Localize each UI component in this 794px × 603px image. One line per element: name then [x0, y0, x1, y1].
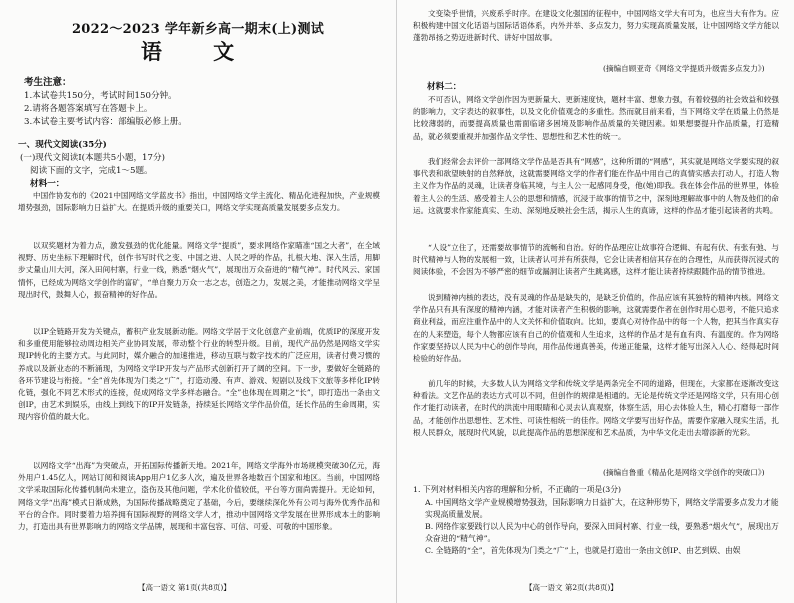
answer-option: B. 网络作家要践行以人民为中心的创作导向，要深入田间村寨、行业一线，要熟悉“烟火气”，展现出万众奋进的“精气神”。: [425, 522, 779, 543]
subject-title: 语 文: [140, 39, 257, 64]
paragraph: 不可否认，网络文学创作因为更新量大、更新速度快，题材丰富、想象力强，有着较强的社会效益和较强的影响力，文字表达的叙事性，以及文化价值观念的多重性。然而就目前来看，当下网络文学在质量上仍然是比较薄弱的，而要提高质量也需面临诸多困境及影响作品质量的关键因素。如果想要提升作品质量，打造精品，就必须要重视并加强作品文学性、思想性和艺术性的统一。: [413, 95, 779, 141]
answer-option: C. 全链路的“全”，首先体现为门类之“广”上，也就是打造出一条由文创IP、由艺到娱、由娱: [425, 546, 741, 555]
note-item: 3.本试卷主要考试内容：部编版必修上册。: [24, 117, 187, 127]
section-subheading: (一)现代文阅读Ⅰ(本题共5小题，17分): [20, 153, 165, 163]
paragraph: 中国作协发布的《2021中国网络文学蓝皮书》指出，中国网络文学主流化、精品化进程加快，产业规模增势强劲，国际影响力日益扩大。在提质升级的重要关口，网络文学实现高质量发展要多点发力。: [18, 191, 380, 213]
notes-heading: 考生注意：: [24, 77, 72, 88]
paragraph: 以双奖题材为着力点，激发强劲的优化能量。网络文学“提质”，要求网络作家瞄准“国之大者”，在全域视野、历史坐标下理解时代，创作书写时代之变、中国之进、人民之呼的作品，扎根大地、深入生活，用脚步丈量山川大河，深入田间村寨，行业一线，熟悉“烟火气”，展现出万众奋进的“精气神”。时代风云、家国情怀，已经成为网络文学创作的富矿，“单自聚力万众一志之志，创造之力，发展之美，才能推动网络文学呈现出时代，鼓舞人心，振奋精神的好作品。: [18, 241, 380, 299]
source-citation: (摘编自顾亚奇《网络文学提质升级需多点发力》): [603, 64, 765, 73]
section-heading: 一、现代文阅读(35分): [18, 140, 107, 150]
answer-option: A. 中国网络文学产业规模增势强劲，国际影响力日益扩大，在这种形势下，网络文学需要多点发力才能实现高质量发展。: [425, 498, 779, 519]
paragraph: 以IP全链路开发为关键点，蓄积产业发展新动能。网络文学居于文化创意产业前端，优质IP的深度开发和多重使用能够拉动周边相关产业协同发展，带动整个行业的转型升级。目前，现代产品仍然是网络文学实现IP转化的主要方式。与此同时，媒介融合的加速推进，移动互联与数字技术的广泛应用，读者付费习惯的养成以及新业态的不断涌现，为网络文学IP开发与产品形式创新打开了阔的空间。下一步，要做好全链路的各环节建设与衔接。“全”首先体现为门类之“广”，打造动漫、有声、游戏、短剧以及线下文旅等多样化IP转化链，强化不同艺术形式的连接，促成网络文学多样态融合。“全”也体现在周期之“长”，即打造出一条由文创IP，由艺术到娱乐，由线上到线下的IP开发链条，持续延长网络文学作品价值，延长作品的生命周期，实现内容价值的最大化。: [18, 327, 380, 422]
material-label: 材料一：: [30, 179, 65, 189]
exam-title: 2022～2023 学年新乡高一期末(上)测试: [71, 22, 325, 37]
source-citation: (摘编自鲁重《精品化是网络文学创作的突破口》): [603, 468, 765, 477]
note-item: 2.请将各题答案填写在答题卡上。: [24, 104, 153, 114]
paragraph: 以网络文学“出海”为突破点，开拓国际传播新天地。2021年，网络文学海外市场规模突破30亿元，海外用户1.45亿人，网站订阅和阅读App用户1亿多人次，遍及世界各地数百个国家和地区。当前，中国网络文学采取国际化传播机制尚未建立，盗伤及其他问题，学术化价值较低，平台等方面尚需提升。无论如何，网络文学“出海”模式日渐成熟，为国际传播战略奠定了基础，今后，要继续深化外有公司与海外优秀作品和平台的合作。同时要着力培养拥有国际视野的网络文学人才，推动中国网络文学发展在世界形成本土的影响力，打造出具有世界影响力的网络文学品牌，展现和丰富包容、可信、可爱、可敬的中国形象。: [18, 461, 380, 532]
instruction: 阅读下面的文字，完成1～5题。: [30, 166, 153, 176]
page-footer: 【高一语文 第2页(共8页)】: [525, 583, 618, 592]
note-item: 1.本试卷共150分，考试时间150分钟。: [24, 91, 177, 101]
paragraph: 说到精神内核的表达，没有灵魂的作品是缺失的，是缺乏价值的，作品应该有其独特的精神内核。网络文学作品只有具有深度的精神内涵，才能对读者产生积极的影响，这就需要作者在创作时用心思考，不能只追求商业利益，而应注重作品中的人文关怀和价值取向。比如，要真心对待作品中的每一个人物，把其当作真实存在的人来塑造，每个人物都应该有自己的价值观和人生追求，这样的作品才是有血有肉、有温度的。作为网络作家要坚持以人民为中心的创作导向，用作品传递真善美，传递正能量，这样才能写出深入人心、经得起时间检验的好作品。: [413, 293, 779, 364]
page-footer: 【高一语文 第1页(共8页)】: [138, 583, 231, 592]
paragraph: 文变染乎世情，兴废系乎时序。在建设文化强国的征程中，中国网络文学大有可为，也应当大有作为。应积极构建中国文化话语与国际话语体系，内外并举、多点发力，努力实现高质量发展，让中国网络文学方能以蓬勃昂扬之势迈进新时代、讲好中国故事。: [413, 9, 779, 43]
material-label: 材料二：: [427, 82, 462, 92]
paragraph: 前几年的时候，大多数人认为网络文学和传统文学是两条完全不同的道路，但现在，大家都在逐渐改变这种看法。文艺作品的表达方式可以不同，但创作的规律是相通的。无论是传统文学还是网络文学，只有用心创作才能打动读者，在时代的洪流中用眼睛和心灵去认真观察，体察生活，用心去体验人生，精心打磨每一部作品，才能创作出思想性、艺术性、可读性相统一的佳作。网络文学要写出好作品，需要作家融入现实生活，扎根人民群众，展现时代风貌，以此提高作品的思想深度和艺术品质，为中华文化走出去增添新的光彩。: [413, 379, 779, 437]
right-page: [397, 0, 794, 603]
question-stem: 1. 下列对材料相关内容的理解和分析，不正确的一项是(3分): [413, 485, 622, 494]
paragraph: 我们经常会去评价一部网络文学作品是否具有“网感”，这种所谓的“网感”，其实就是网络文学要实现的叙事代表和欲望映射的自然释放，这就需要网络文学的作者们能在作品中用自己的真情实感去打动人，打造人物主义作为作品的灵魂，让读者身临其境，与主人公一起感同身受，他(她)即我。我在体会作品的世界里，体验着主人公的生活、感受着主人公的思想和情感，沉浸于故事的情节之中，深刻地理解故事中的人物及他们的命运。这就要求作家能真实、生动、深刻地反映社会生活，揭示人生的真谛，这样的作品才能引起读者的共鸣。: [413, 157, 779, 215]
paragraph: “人设”立住了，还需要故事情节的流畅和自治。好的作品理应让故事符合逻辑、有起有伏、有张有弛、与时代精神与人物的发展相一致，让读者认可并有所获得，它会让读者相信其存在的合理性，从而获得沉浸式的阅读体验，不会因为不够严密的细节或漏洞让读者产生跳离感，这样才能让读者持续跟随作品的情节推进。: [413, 243, 779, 277]
